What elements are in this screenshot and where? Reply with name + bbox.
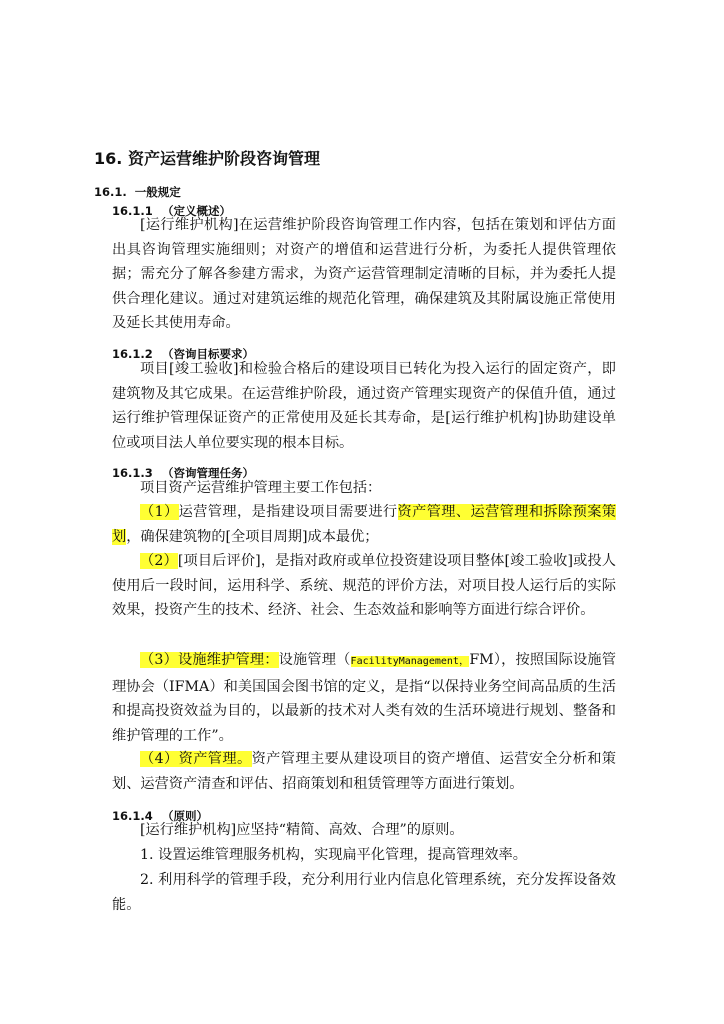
clause-title: （定义概述）	[162, 204, 231, 218]
clause-intro: 项目资产运营维护管理主要工作包括：	[140, 480, 382, 496]
task-paragraph	[112, 747, 616, 796]
clause-title: （咨询目标要求）	[162, 347, 254, 361]
task-text-highlight: 资产管理、运营管理和拆除预案策划	[112, 504, 616, 545]
task-label-highlight: （2）	[140, 553, 178, 569]
clause-number: 16.1.1	[112, 204, 153, 218]
task-text: [项目后评价]，是指对政府或单位投资建设项目整体[竣工验收]或投人使用后一段时间，运用科学、系统、规范的评价方法，对项目投人运行后的实际效果，投资产生的技术、经济、社会、生态效益和影响等方面进行综合评价。	[112, 553, 616, 619]
clause-title: （原则）	[162, 809, 208, 823]
section-number: 16.	[94, 149, 123, 168]
clause-number: 16.1.3	[112, 466, 153, 480]
term-highlight: FacilityManagement，	[350, 656, 470, 667]
clause-number: 16.1.2	[112, 347, 153, 361]
clause-paragraph: 2. 利用科学的管理手段，充分利用行业内信息化管理系统，充分发挥设备效能。	[112, 872, 616, 913]
subsection-heading	[94, 184, 181, 200]
task-label-highlight: （3）设施维护管理：	[140, 652, 279, 668]
section-heading	[94, 146, 320, 169]
task-text: 设施管理（	[278, 652, 351, 668]
task-text: 资产管理主要从建设项目的资产增值、运营安全分析和策划、运营资产清查和评估、招商策划和租赁管理等方面进行策划。	[112, 751, 616, 792]
task-text: 运营管理，是指建设项目需要进行	[178, 504, 398, 520]
task-paragraph	[112, 549, 616, 623]
task-label-highlight: （1）	[140, 504, 179, 520]
task-text: ，确保建筑物的[全项目周期]成本最优；	[126, 528, 379, 545]
task-paragraph	[112, 648, 616, 748]
clause-number: 16.1.4	[112, 809, 153, 823]
clause-paragraph: [运行维护机构]在运营维护阶段咨询管理工作内容，包括在策划和评估方面出具咨询管理实施细则；对资产的增值和运营进行分析，为委托人提供管理依据；需充分了解各参建方需求，为资产运营管理制定清晰的目标，并为委托人提供合理化建议。通过对建筑运维的规范化管理，确保建筑及其附属设施正常使用及延长其使用寿命。	[112, 217, 616, 332]
clause-paragraph: 1. 设置运维管理服务机构，实现扁平化管理，提高管理效率。	[140, 847, 527, 863]
clause-title: （咨询管理任务）	[162, 466, 254, 480]
clause-paragraph: 项目[竣工验收]和检验合格后的建设项目已转化为投入运行的固定资产，即建筑物及其它成果。在运营维护阶段，通过资产管理实现资产的保值升值，通过运行维护管理保证资产的正常使用及延长其寿命，是[运行维护机构]协助建设单位或项目法人单位要实现的根本目标。	[112, 361, 616, 451]
task-paragraph	[112, 500, 616, 549]
subsection-number: 16.1.	[94, 185, 127, 199]
section-title: 资产运营维护阶段咨询管理	[128, 149, 321, 168]
task-label-highlight: （4）资产管理。	[140, 751, 252, 767]
task-text: FM），按照国际设施管理协会（IFMA）和美国国会图书馆的定义，是指“以保持业务空间高品质的生活和提高投资效益为目的，以最新的技术对人类有效的生活环境进行规划、整备和维护管理的工作”。	[112, 652, 616, 744]
clause-paragraph: [运行维护机构]应坚持“精简、高效、合理”的原则。	[140, 822, 464, 838]
subsection-title: 一般规定	[134, 185, 181, 199]
